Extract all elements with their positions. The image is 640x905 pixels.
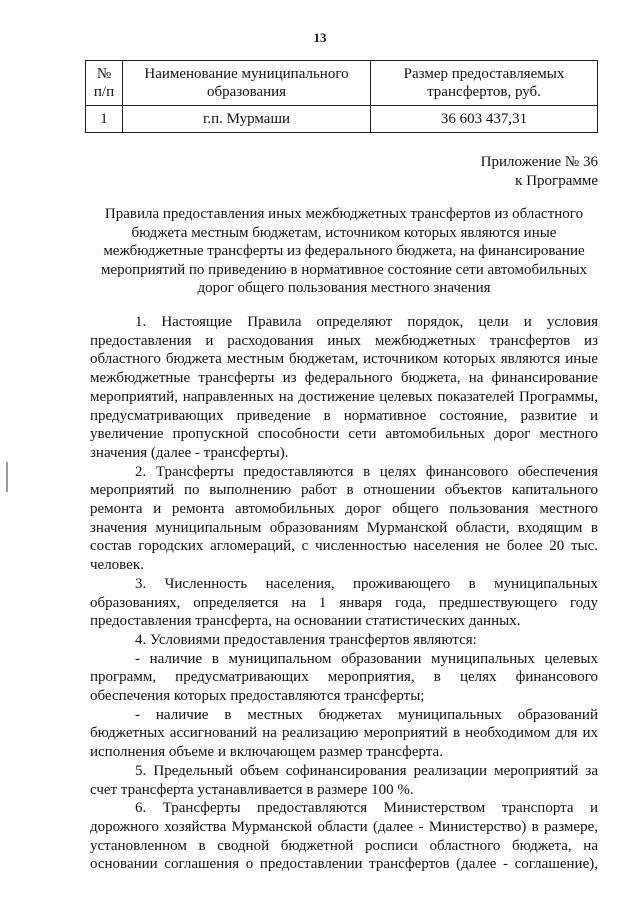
paragraph-6: 6. Трансферты предоставляются Министерством транспорта и дорожного хозяйства Мурманской области (далее - Министерство) в размере, установленном в сводной бюджетной росписи областного бюджета, на основании соглашения о предоставлении трансфертов (далее - соглашение), bbox=[90, 800, 598, 873]
paragraph-1: 1. Настоящие Правила определяют порядок, цели и условия предоставления и расходования иных межбюджетных трансфертов из областного бюджета местным бюджетам, источником которых являются иные межбюджетные трансферты из федерального бюджета, на финансирование мероприятий, направленных на достижение целевых показателей Программы, предусматривающих приведение в нормативное состояние, развитие и увеличение пропускной способности сети автомобильных дорог местного значения (далее - трансферты). bbox=[90, 314, 598, 461]
rules-title-line: бюджета местным бюджетам, источником которых являются иные bbox=[131, 224, 557, 241]
header-transfer-amount-text: Размер предоставляемых трансфертов, руб. bbox=[403, 66, 565, 100]
paragraph-2: 2. Трансферты предоставляются в целях финансового обеспечения мероприятий по выполнению работ в отношении объектов капитального ремонта и ремонта автомобильных дорог общего пользования местного значения муниципальным образованиям Мурманской области, входящим в состав городских агломераций, с численностью населения не более 20 тыс. человек. bbox=[90, 463, 598, 574]
cell-transfer-amount: 36 603 437,31 bbox=[371, 106, 598, 133]
header-transfer-amount bbox=[371, 61, 598, 106]
header-number bbox=[86, 61, 123, 106]
rules-title-line: межбюджетные трансферты из федерального бюджета, на финансирование bbox=[103, 243, 585, 259]
header-municipality bbox=[123, 61, 371, 106]
table-header-row bbox=[86, 61, 598, 106]
binder-mark bbox=[6, 462, 8, 492]
paragraph-4: 4. Условиями предоставления трансфертов являются: bbox=[135, 631, 477, 648]
paragraph-3: 3. Численность населения, проживающего в муниципальных образованиях, определяется на 1 января года, предшествующего году предоставления трансферта, на основании статистических данных. bbox=[90, 575, 598, 630]
rules-title-line: дорог общего пользования местного значения bbox=[197, 280, 491, 296]
appendix-number: Приложение № 36 bbox=[480, 154, 598, 170]
header-number-text: № п/п bbox=[93, 66, 115, 100]
appendix-label bbox=[481, 153, 598, 191]
paragraph-5: 5. Предельный объем софинансирования реализации мероприятий за счет трансферта устанавливается в размере 100 %. bbox=[90, 762, 598, 798]
rules-title-line: мероприятий по приведению в нормативное состояние сети автомобильных bbox=[100, 261, 588, 278]
rules-title-line: Правила предоставления иных межбюджетных трансфертов из областного bbox=[104, 206, 584, 222]
header-municipality-text: Наименование муниципального образования bbox=[144, 66, 349, 100]
cell-municipality: г.п. Мурмаши bbox=[123, 106, 371, 133]
table-row bbox=[86, 106, 598, 133]
paragraph-4-item-2: - наличие в местных бюджетах муниципальных образований бюджетных ассигнований на реализацию мероприятий в необходимом для их исполнения объеме и включающем размер трансферта. bbox=[90, 706, 598, 761]
transfers-table bbox=[85, 60, 598, 133]
cell-number: 1 bbox=[86, 106, 123, 133]
rules-body bbox=[90, 313, 598, 874]
page-number: 13 bbox=[313, 30, 327, 45]
appendix-program: к Программе bbox=[515, 173, 598, 189]
paragraph-4-item-1: - наличие в муниципальном образовании муниципальных целевых программ, предусматривающих мероприятия, в целях финансового обеспечения которых предоставляются трансферты; bbox=[90, 650, 598, 705]
rules-title bbox=[88, 205, 600, 298]
